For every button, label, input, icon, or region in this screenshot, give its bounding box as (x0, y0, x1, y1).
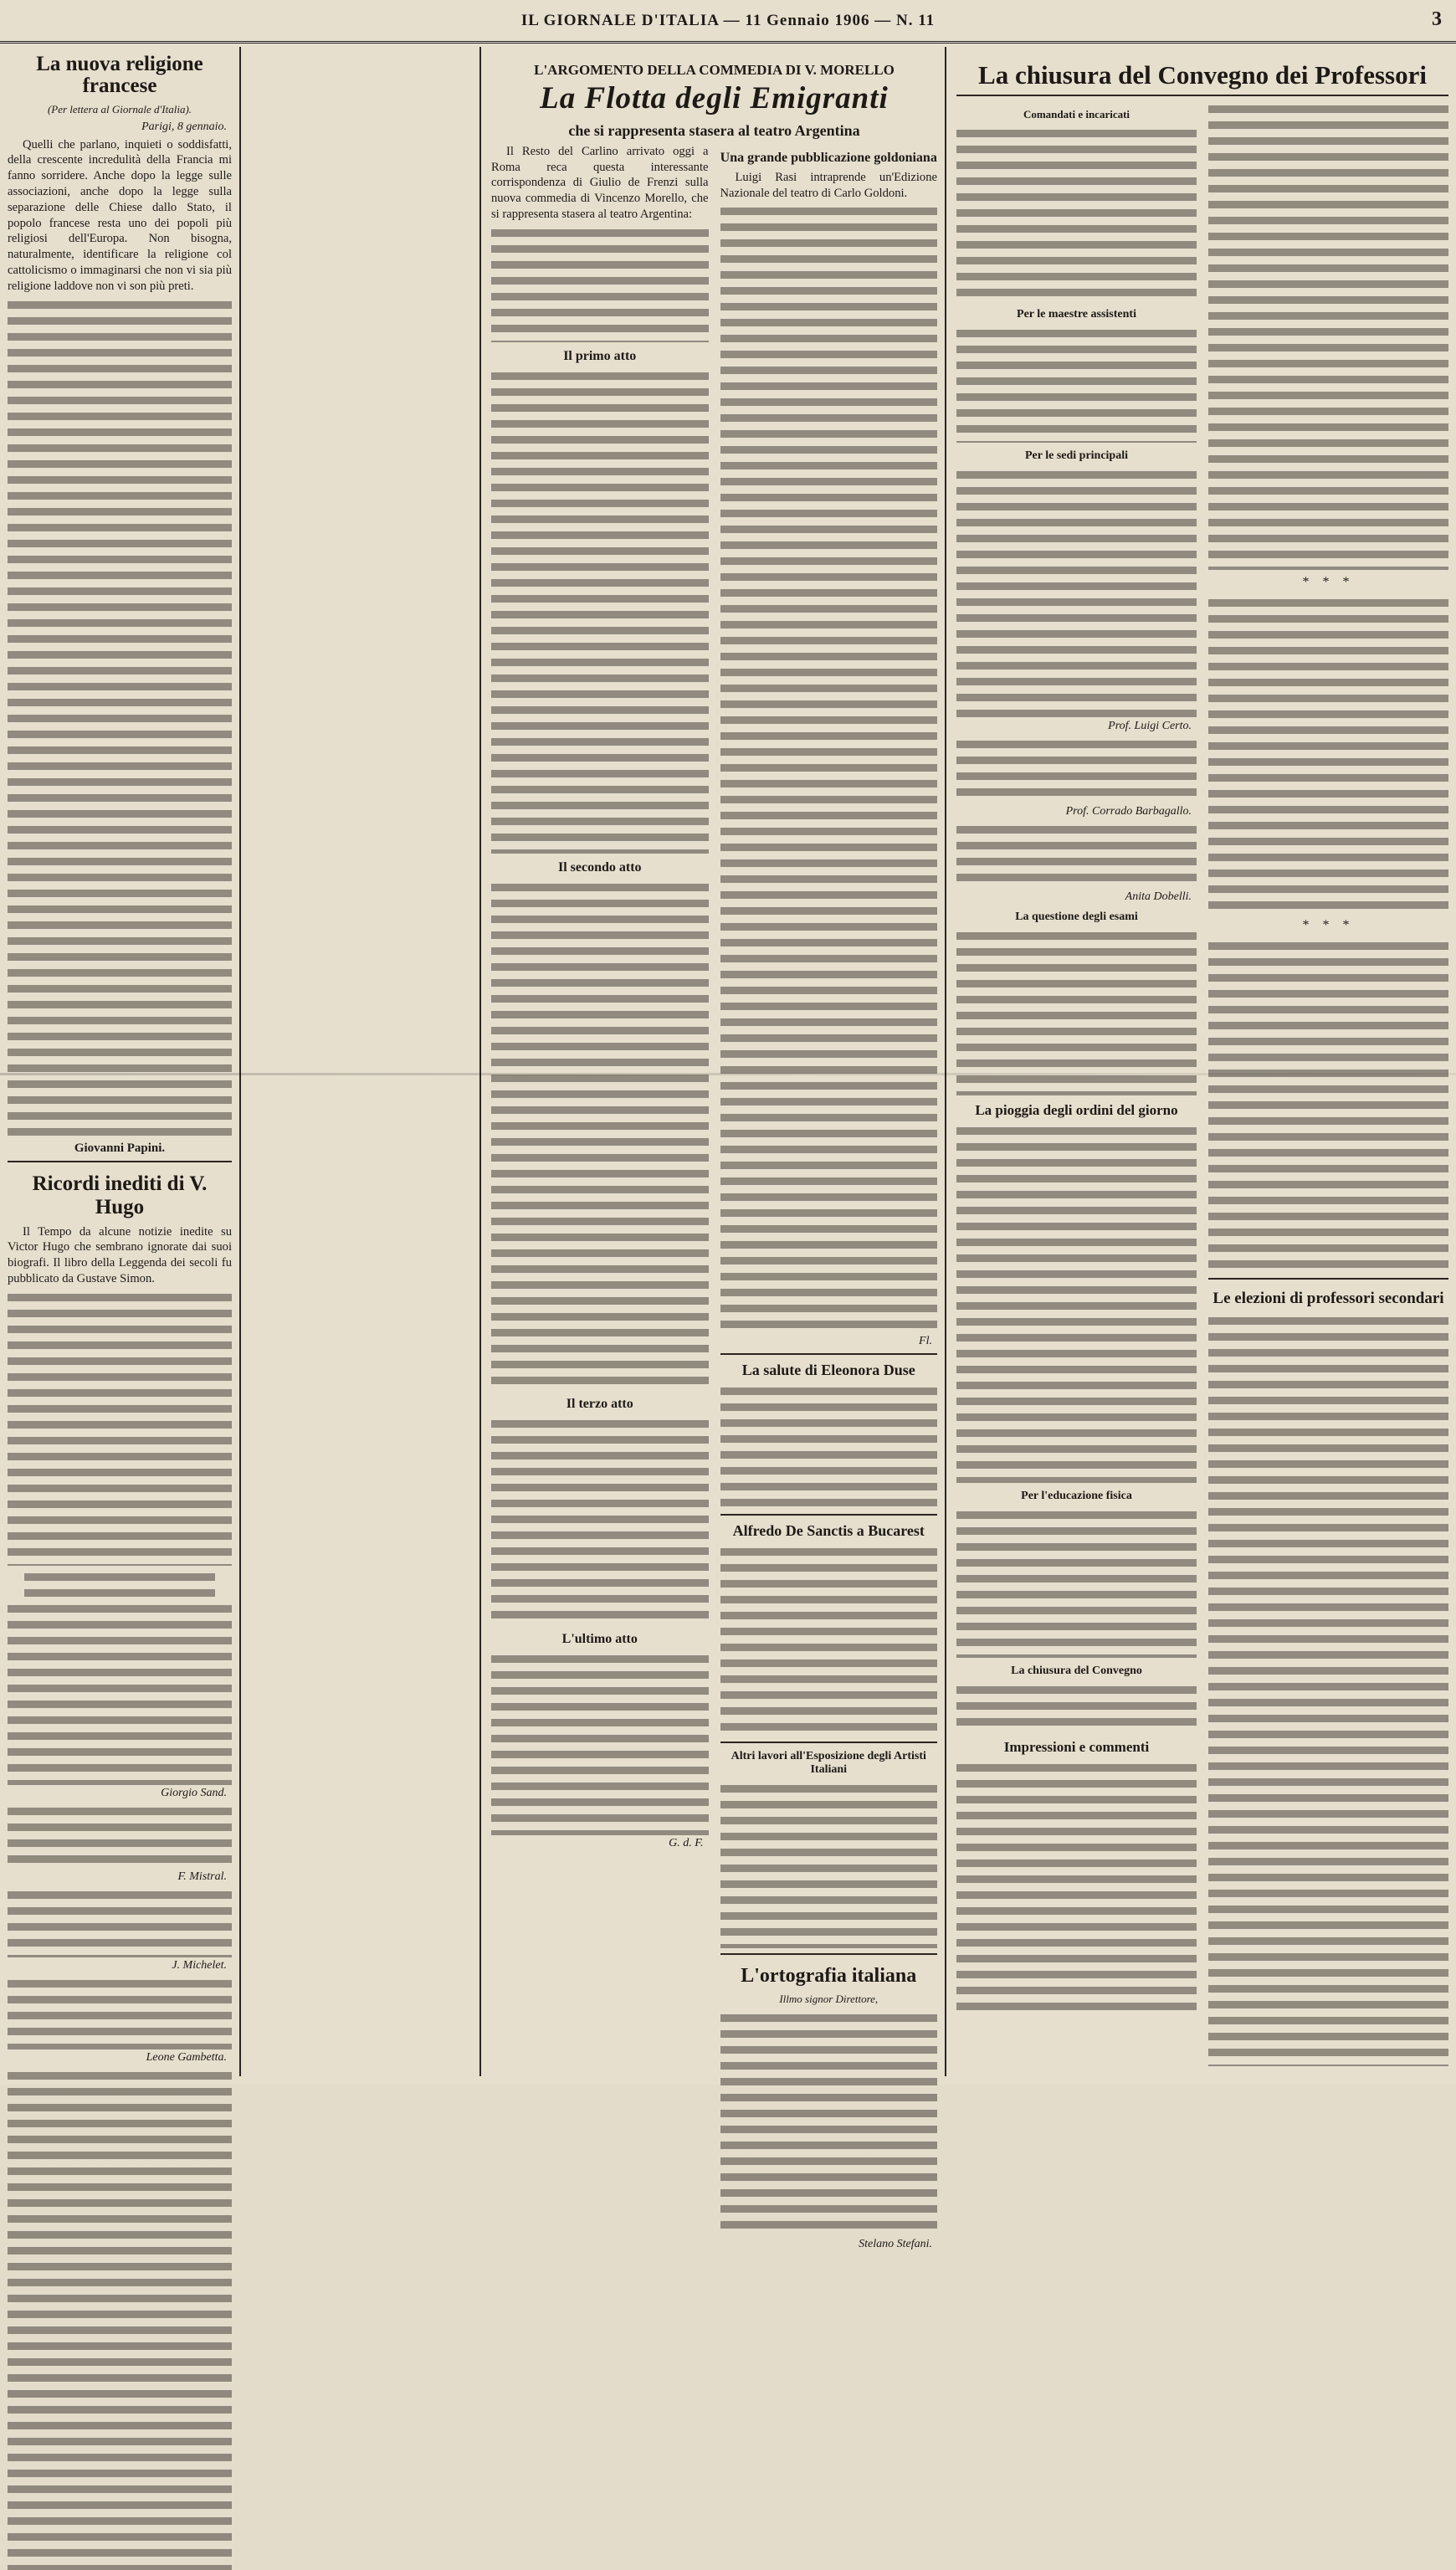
article-body (8, 1290, 232, 1566)
article-body (8, 2068, 232, 2570)
section-heading: Per l'educazione fisica (1021, 1489, 1132, 1502)
article-body (720, 1781, 938, 1948)
article-body (956, 822, 1197, 889)
article-title: La nuova religione francese (36, 53, 203, 98)
article-title: L'ortografia italiana (741, 1965, 917, 1988)
article-body (1208, 101, 1448, 570)
column-rule (239, 47, 241, 2076)
divider (720, 1514, 938, 1516)
article-body (8, 1976, 232, 2049)
paper-fold (0, 1073, 1456, 1075)
article-body (491, 225, 709, 342)
page-number: 3 (1432, 8, 1443, 30)
article-paragraph: Il Tempo da alcune notizie inedite su Victor Hugo che sembrano ignorate dai suoi biografi. Il libro della Leggenda dei secoli fu pubblicato da Gustave Simon. (8, 1224, 232, 1286)
signature: Prof. Luigi Certo. (1108, 719, 1192, 732)
article-title: Ricordi inediti di V. Hugo (32, 1172, 208, 1218)
article-title: La salute di Eleonora Duse (741, 1362, 915, 1379)
article-paragraph: Il Resto del Carlino arrivato oggi a Roma reca questa interessante corrispondenza di Giulio de Frenzi sulla nuova commedia di Vincenzo Morello, che si rappresenta stasera al teatro Argentina: (491, 144, 709, 222)
column-rule (479, 47, 481, 2076)
masthead (0, 0, 1456, 44)
column-1 (0, 50, 239, 2076)
article-paragraph: Quelli che parlano, inquieti o soddisfatti, della crescente incredulità della Francia mi fanno sorridere. Anche dopo la legge sulle associazioni, anche dopo la legge sulla separazione delle Chiese dallo Stato, il popolo francese resta uno dei popoli più religiosi dell'Europa. Non bisogna, naturalmente, identificare la religione col cattolicismo o immaginarsi che non vi sia più religione laddove non vi son più preti. (8, 137, 232, 293)
article-body (1208, 595, 1448, 913)
divider (720, 1742, 938, 1743)
article-body (8, 297, 232, 1138)
signature: Prof. Corrado Barbagallo. (1065, 804, 1192, 818)
signature: Fl. (919, 1335, 932, 1348)
article-body (8, 1887, 232, 1957)
section-heading: La pioggia degli ordini del giorno (975, 1101, 1178, 1118)
article-body (1208, 938, 1448, 1273)
article-body (720, 1544, 938, 1736)
article-title: Alfredo De Sanctis a Bucarest (732, 1522, 925, 1540)
section-heading: La chiusura del Convegno (1011, 1664, 1142, 1677)
article-body (956, 467, 1197, 718)
section-heading: L'ultimo atto (561, 1631, 638, 1646)
article-body (956, 1682, 1197, 1732)
article-body (491, 368, 709, 854)
article-title: Le elezioni di professori secondari (1212, 1289, 1444, 1307)
divider (720, 1953, 938, 1955)
signature: Stelano Stefani. (859, 2238, 932, 2251)
article-subtitle: che si rappresenta stasera al teatro Argentina (568, 121, 860, 139)
section-separator: * * * (1302, 574, 1355, 589)
section-heading: Impressioni e commenti (1003, 1738, 1150, 1755)
article-body (1208, 1313, 1448, 2066)
divider (1208, 1278, 1448, 1280)
article-body (720, 2010, 938, 2236)
article-kicker: L'ARGOMENTO DELLA COMMEDIA DI V. MORELLO (534, 62, 895, 78)
article-body (491, 880, 709, 1390)
article-title: La Flotta degli Emigranti (540, 81, 889, 115)
signature: Giorgio Sand. (161, 1786, 227, 1799)
signature: Anita Dobelli. (1125, 890, 1192, 903)
signature: F. Mistral. (177, 1870, 227, 1883)
section-heading: Il primo atto (563, 348, 637, 363)
divider (956, 95, 1448, 96)
article-body (956, 1760, 1197, 2011)
article-body (720, 203, 938, 1333)
divider (8, 1161, 232, 1162)
divider (720, 1353, 938, 1355)
column-rule (945, 47, 946, 2076)
article-body (491, 1416, 709, 1625)
dateline: Parigi, 8 gennaio. (141, 120, 227, 133)
poem (24, 1569, 215, 1598)
section-heading: Per le maestre assistenti (1017, 307, 1136, 321)
article-title: Altri lavori all'Esposizione degli Artisti Italiani (731, 1750, 926, 1777)
article-body (956, 326, 1197, 443)
section-heading: Comandati e incaricati (1023, 107, 1130, 121)
section-heading: La questione degli esami (1015, 910, 1138, 923)
signature: Giovanni Papini. (74, 1141, 166, 1155)
section-heading: Il terzo atto (566, 1396, 633, 1411)
signature: Leone Gambetta. (146, 2050, 227, 2064)
article-paragraph: Luigi Rasi intraprende un'Edizione Nazionale del teatro di Carlo Goldoni. (720, 170, 937, 200)
article-body (720, 1383, 938, 1509)
article-title: Una grande pubblicazione goldoniana (720, 150, 937, 165)
article-body (956, 736, 1197, 803)
signature: G. d. F. (669, 1836, 704, 1849)
signature: J. Michelet. (172, 1958, 227, 1972)
article-body (956, 1123, 1197, 1483)
section-separator: * * * (1302, 917, 1355, 932)
section-heading: Il secondo atto (557, 859, 642, 875)
column-3 (949, 50, 1456, 2076)
article-body (8, 1803, 232, 1869)
article-salutation: Illmo signor Direttore, (779, 1993, 879, 2006)
masthead-text: IL GIORNALE D'ITALIA — 11 Gennaio 1906 — N. 11 (520, 11, 936, 29)
article-body (8, 1601, 232, 1785)
column-2 (484, 50, 945, 2251)
article-body (956, 1507, 1197, 1658)
article-body (956, 126, 1197, 301)
article-body (956, 928, 1197, 1095)
article-body (491, 1651, 709, 1835)
article-byline: (Per lettera al Giornale d'Italia). (47, 102, 192, 115)
section-heading: Per le sedi principali (1024, 449, 1128, 462)
article-title: La chiusura del Convegno dei Professori (978, 60, 1427, 90)
